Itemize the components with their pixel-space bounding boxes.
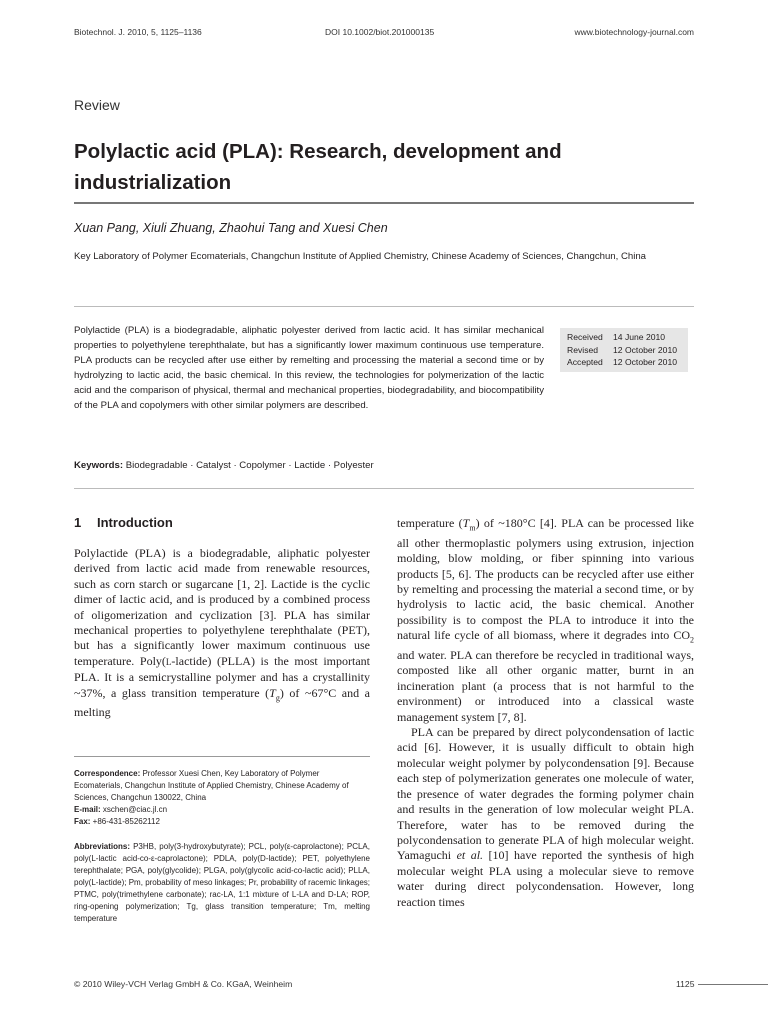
journal-website[interactable]: www.biotechnology-journal.com <box>574 27 694 37</box>
correspondence-note <box>74 768 370 828</box>
right-column-text <box>397 516 694 910</box>
article-type-label: Review <box>74 97 120 113</box>
page-number: 1125 <box>676 979 695 989</box>
paragraph: temperature $(T_m)$ of ~180°C [4]. PLA can be processed like all other thermoplastic polymers using extrusion, injection molding, blow molding, or fiber spinning into various products [5, 6]. The products can be recycled after use either by remelting and processing the material a second time, or by hydrolysis to lactic acid, the basic chemical. Another possibility is to compost the PLA to introduce it into the natural life cycle of all biomass, where it degrades into $CO_2$ and water. PLA can therefore be recycled in traditional ways, composted like all other organic matter, burnt in an incineration plant (a process that is not harmful to the environment) or introduced into a classical waste management system [7, 8]. <box>397 516 694 724</box>
author-affiliation: Key Laboratory of Polymer Ecomaterials, Changchun Institute of Applied Chemistry, Chinese Academy of Sciences, Changchun, China <box>74 251 647 262</box>
abstract-divider <box>74 306 694 307</box>
keywords <box>74 460 374 471</box>
revised-row <box>567 344 681 357</box>
revised-label: Revised <box>567 344 599 355</box>
section-number: 1 <box>74 515 82 530</box>
section-title: Introduction <box>97 515 173 530</box>
footnote-divider <box>74 756 370 757</box>
keywords-list: Biodegradable · Catalyst · Copolymer · Lactide · Polyester <box>125 460 374 471</box>
running-header <box>74 27 694 39</box>
keywords-divider <box>74 488 694 489</box>
correspondence-address: Correspondence: Professor Xuesi Chen, Key Laboratory of Polymer Ecomaterials, Changchun Institute of Applied Chemistry, Chinese Academy of Sciences, Changchun 130022, China <box>74 769 349 802</box>
paragraph: PLA can be prepared by direct polycondensation of lactic acid [6]. However, it is usually difficult to obtain high molecular weight polymer by polycondensation [9]. Because each step of polymerization generates one molecule of water, the presence of water degrades the forming polymer chain and results in the generation of low molecular weight PLA. Therefore, water has to be removed during the polycondensation to generate PLA of high molecular weight. Yamaguchi et al. [10] have reported the synthesis of high molecular weight PLA using a molecular sieve to remove water during direct polycondensation. However, long reaction times <box>397 725 694 909</box>
copyright-notice: © 2010 Wiley-VCH Verlag GmbH & Co. KGaA, Weinheim <box>74 979 293 989</box>
dates-box <box>560 328 688 372</box>
journal-reference: Biotechnol. J. 2010, 5, 1125–1136 <box>74 27 202 37</box>
received-date: 14 June 2010 <box>613 332 666 342</box>
section-heading-introduction <box>74 515 173 530</box>
keywords-label: Keywords: <box>74 460 124 471</box>
left-column-text <box>74 546 370 721</box>
abstract: Polylactide (PLA) is a biodegradable, aliphatic polyester derived from lactic acid. It has similar mechanical properties to polyethylene terephthalate, but has a significantly lower maximum continuous use temperature. PLA products can be recycled after use either by remelting and processing the material a second time or by hydrolyzing to lactic acid, the basic chemical. In this review, the technologies for polymerization of the lactic acid and the comparison of physical, thermal and mechanical properties, biodegradability, and biocompatibility of the PLA and copolymers with other similar polymers are described. <box>74 325 544 411</box>
received-row <box>567 331 681 344</box>
article-title: Polylactic acid (PLA): Research, development and industrialization <box>74 140 562 194</box>
abbreviations-note: Abbreviations: P3HB, poly(3-hydroxybutyrate); PCL, poly(ε-caprolactone); PCLA, poly(L-lactic acid-co-ε-caprolactone); PDLA, poly(D-lactide); PET, polyethylene terephthalate; PGA, poly(glycolide); PLGA, poly(glycolic acid-co-lactic acid); PLLA, poly(L-lactide); Pm, probability of meso linkages; Pr, probability of racemic linkages; PTMC, poly(trimethylene carbonate); rac-LA, 1:1 mixture of L-LA and D-LA; ROP, ring-opening polymerization; Tg, glass transition temperature; Tm, melting temperature <box>74 842 370 923</box>
author-list: Xuan Pang, Xiuli Zhuang, Zhaohui Tang and Xuesi Chen <box>74 221 388 235</box>
received-label: Received <box>567 332 603 342</box>
correspondence-email[interactable]: E-mail: xschen@ciac.jl.cn <box>74 805 168 814</box>
footer-divider <box>698 984 768 985</box>
title-divider <box>74 202 694 204</box>
accepted-label: Accepted <box>567 357 603 367</box>
accepted-date: 12 October 2010 <box>613 357 678 367</box>
doi[interactable]: DOI 10.1002/biot.201000135 <box>325 27 435 37</box>
paragraph: Polylactide (PLA) is a biodegradable, aliphatic polyester derived from lactic acid made from renewable resources, such as corn starch or sugarcane [1, 2]. Lactide is the cyclic dimer of lactic acid, and is produced by a combined process of oligomerization and cyclization [3]. PLA has similar mechanical properties to polyethylene terephthalate (PET), but has a significantly lower maximum continuous use temperature. Poly(L-lactide) (PLLA) is the most important PLA. It is a semicrystalline polymer and has a crystallinity ~37%, a glass transition temperature $(T_g)$ of ~67°C and a melting <box>74 546 370 720</box>
correspondence-fax: Fax: +86-431-85262112 <box>74 817 160 826</box>
revised-date: 12 October 2010 <box>613 344 678 355</box>
accepted-row <box>567 356 681 369</box>
